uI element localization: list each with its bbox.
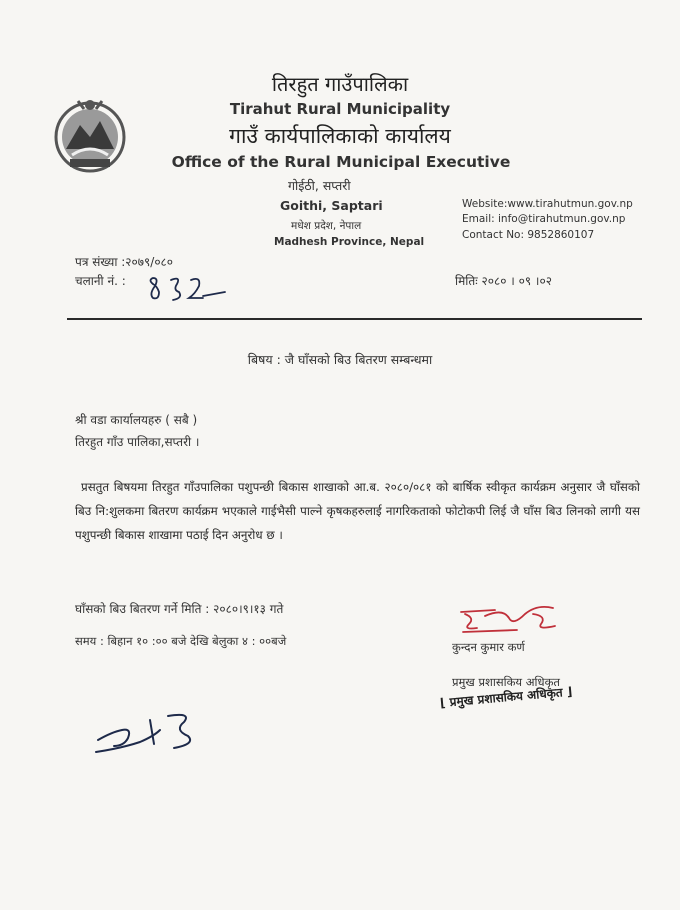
address-nepali: गोईठी, सप्तरी (288, 178, 351, 193)
dispatch-number-handwritten (145, 270, 230, 310)
designation-stamp: ⌊ प्रमुख प्रशासकिय अधिकृत ⌋ (439, 684, 573, 710)
province-nepali: मधेश प्रदेश, नेपाल (291, 220, 362, 232)
letter-body: प्रसतुत बिषयमा तिरहुत गाँउपालिका पशुपन्छी बिकास शाखाको आ.ब. २०८०/०८१ को बार्षिक स्वीकृत कार्यक्रम अनुसार जै घाँसको बिउ नि:शुलकमा बितरण कार्यक्रम भएकाले गाईभैसी पाल्ने कृषकहरुलाई नागरिकताको फोटोकपी लिई जै घाँस बिउ लिनको लागी यस पशुपन्छी बिकास शाखामा पठाई दिन अनुरोध छ । (75, 480, 640, 542)
province-english: Madhesh Province, Nepal (274, 236, 425, 248)
recipient-line-2: तिरहुत गाँउ पालिका,सप्तरी । (75, 435, 200, 449)
distribution-time: समय : बिहान १० :०० बजे देखि बेलुका ४ : ००बजे (75, 634, 287, 648)
signatory-title: प्रमुख प्रशासकिय अधिकृत (452, 675, 560, 689)
municipality-name-nepali: तिरहुत गाउँपालिका (271, 72, 409, 96)
letter-subject: बिषय : जै घाँसको बिउ बितरण सम्बन्धमा (247, 352, 433, 367)
recipient-line-1: श्री वडा कार्यालयहरु ( सबै ) (75, 413, 198, 427)
website-text: Website:www.tirahutmun.gov.np (462, 198, 633, 210)
header-divider (67, 318, 642, 320)
letter-date: मितिः २०८० । ०९ ।०२ (455, 274, 552, 288)
letter-number: पत्र संख्या :२०७९/०८० (75, 255, 174, 269)
distribution-date: घाँसको बिउ बितरण गर्ने मिति : २०८०।९।१३ गते (75, 602, 284, 616)
dispatch-number-label: चलानी नं. : (75, 274, 126, 288)
contact-number-text: Contact No: 9852860107 (462, 229, 595, 241)
office-name-english: Office of the Rural Municipal Executive (171, 153, 511, 171)
officer-signature (455, 600, 565, 640)
signatory-name: कुन्दन कुमार कर्ण (452, 640, 525, 654)
address-english: Goithi, Saptari (280, 198, 383, 213)
office-name-nepali: गाउँ कार्यपालिकाको कार्यालय (229, 124, 451, 148)
initials-handwritten (92, 708, 212, 758)
email-text: Email: info@tirahutmun.gov.np (462, 213, 626, 225)
municipality-name-english: Tirahut Rural Municipality (229, 100, 451, 118)
